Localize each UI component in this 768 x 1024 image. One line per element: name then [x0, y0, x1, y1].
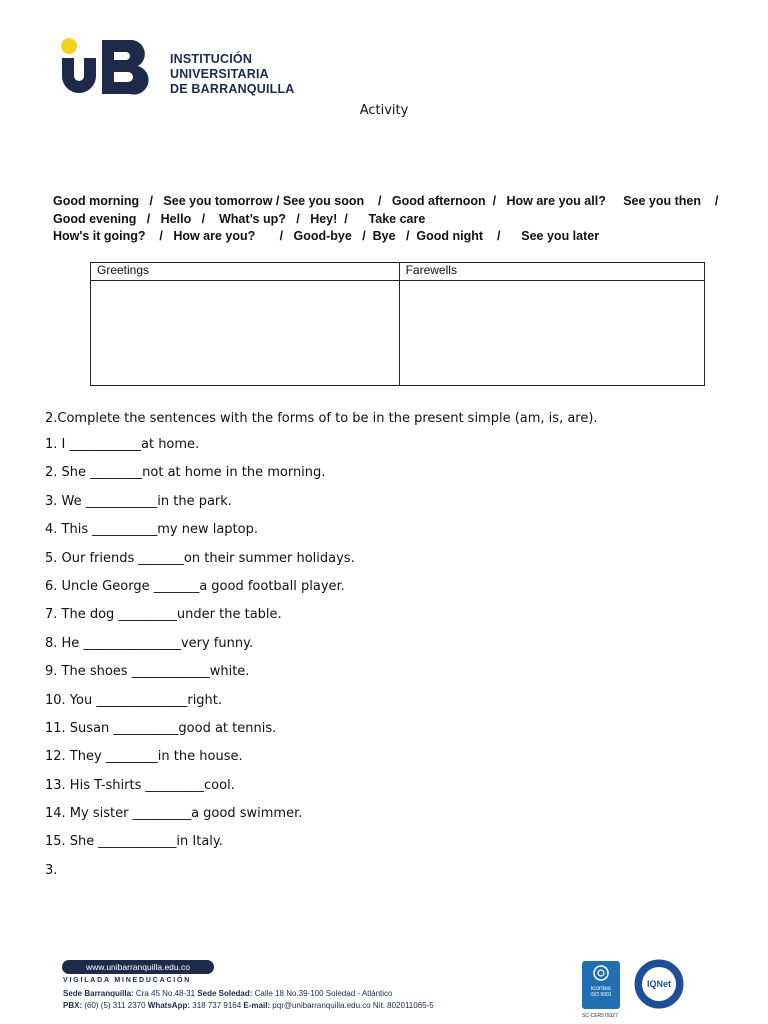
list-item: 4. This __________my new laptop. [45, 522, 258, 538]
list-item: 1. I ___________at home. [45, 437, 200, 452]
list-item: 12. They ________in the house. [45, 749, 243, 765]
list-item: 3. [45, 862, 58, 878]
footer-tagline: VIGILADA MINEDUCACIÓN [63, 977, 192, 984]
list-item: 15. She ____________in Italy. [45, 834, 223, 850]
iqnet-cert-badge [628, 958, 690, 1010]
list-item: 10. You ______________right. [45, 692, 223, 708]
word-bank-line: How's it going? / How are you? / Good-bye / Bye / Good night / See you later [53, 229, 600, 243]
exercise-list [45, 437, 355, 891]
greetings-farewells-table [90, 262, 705, 386]
page-title: Activity [359, 103, 409, 118]
icontec-cert-badge: icontec ISO 9001 [582, 961, 620, 1009]
list-item: 14. My sister _________a good swimmer. [45, 806, 303, 822]
word-bank-line: Good evening / Hello / What’s up? / Hey! / Take care [53, 211, 426, 226]
list-item: 8. He _______________very funny. [45, 635, 254, 651]
farewells-cell[interactable] [399, 281, 704, 386]
word-bank [53, 193, 718, 246]
farewells-header: Farewells [399, 263, 704, 281]
logo-wordmark: INSTITUCIÓN UNIVERSITARIA DE BARRANQUILLA [170, 52, 295, 96]
list-item: 13. His T-shirts _________cool. [45, 777, 235, 793]
list-item: 3. We ___________in the park. [45, 493, 232, 509]
exercise-instruction: 2.Complete the sentences with the forms of to be in the present simple (am, is, are). [45, 411, 598, 426]
list-item: 2. She ________not at home in the morning. [45, 465, 326, 481]
greetings-cell[interactable] [91, 281, 400, 386]
list-item: 9. The shoes ____________white. [45, 664, 250, 680]
word-bank-line: Good morning / See you tomorrow / See you soon / Good afternoon / How are you all? See you then / [53, 194, 719, 208]
greetings-header: Greetings [91, 263, 400, 281]
website-link[interactable]: www.unibarranquilla.edu.co [62, 960, 214, 974]
list-item: 11. Susan __________good at tennis. [45, 720, 277, 736]
icontec-icon [582, 961, 620, 983]
list-item: 5. Our friends _______on their summer holidays. [45, 550, 355, 566]
cert-code: SC-CER579327 [582, 1013, 618, 1019]
list-item: 6. Uncle George _______a good football player. [45, 578, 345, 594]
footer-address: Sede Barranquilla: Cra 45 No.48-31 Sede Soledad: Calle 18 No.39-100 Soledad - Atlántico PBX: (60) (5) 311 2370 WhatsApp: 318 737 9164 E-mail: pqr@unibarranquilla.edu.co Nit: 802011065-5 [63, 989, 434, 1010]
iqnet-label: IQNet [646, 979, 672, 989]
list-item: 7. The dog _________under the table. [45, 607, 282, 623]
